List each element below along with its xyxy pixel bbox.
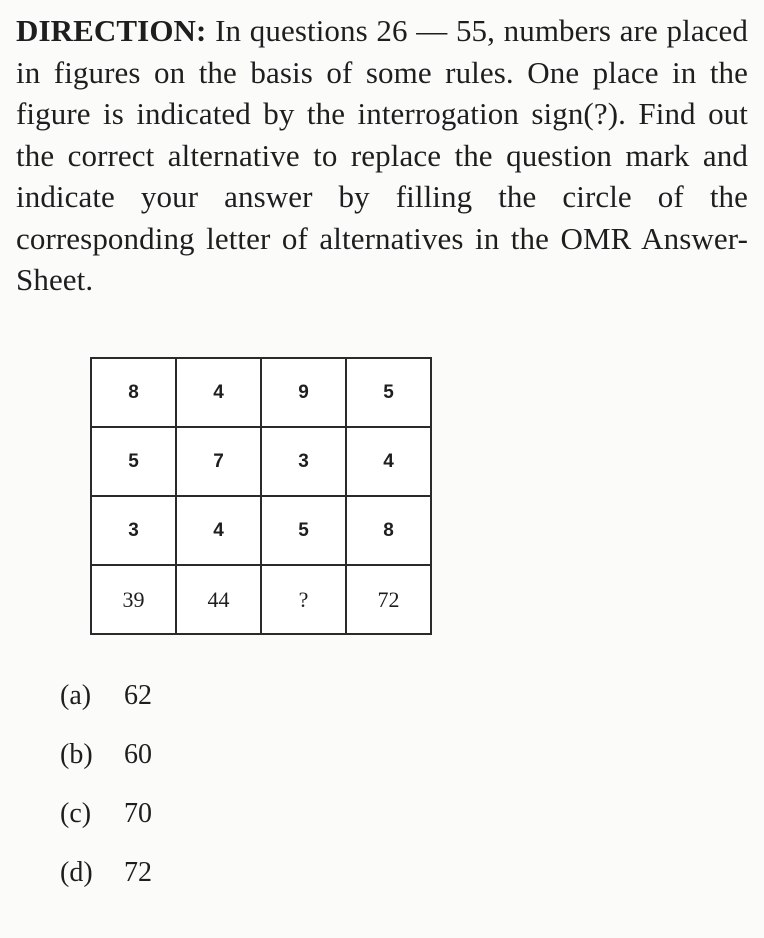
- grid-result-cell: 72: [346, 565, 431, 634]
- option-letter: (a): [60, 680, 92, 711]
- grid-cell: 3: [91, 496, 176, 565]
- grid-row-result: [91, 565, 431, 634]
- grid-cell: 5: [261, 496, 346, 565]
- grid-cell: 3: [261, 427, 346, 496]
- grid-cell: 4: [176, 358, 261, 427]
- option-value: 72: [124, 857, 152, 888]
- grid-row-1: [91, 358, 431, 427]
- grid-cell: 8: [346, 496, 431, 565]
- option-d[interactable]: [60, 853, 152, 912]
- option-b[interactable]: [60, 735, 152, 794]
- option-letter: (d): [60, 857, 93, 888]
- option-letter: (c): [60, 798, 92, 829]
- direction-paragraph: [16, 10, 748, 301]
- direction-label: DIRECTION:: [16, 13, 207, 48]
- grid-row-3: [91, 496, 431, 565]
- grid-cell: 5: [346, 358, 431, 427]
- direction-text: In questions 26 — 55, numbers are placed in figures on the basis of some rules. One place in the figure is indicated by the interrogation sign(?). Find out the correct alternative to replace the question mark and indicate your answer by filling the circle of the corresponding letter of alternatives in the OMR Answer-Sheet.: [16, 13, 748, 297]
- answer-options: [60, 676, 152, 912]
- grid-cell: 8: [91, 358, 176, 427]
- grid-question-cell: ?: [261, 565, 346, 634]
- grid-cell: 9: [261, 358, 346, 427]
- option-value: 60: [124, 739, 152, 770]
- option-a[interactable]: [60, 676, 152, 735]
- grid-cell: 4: [176, 496, 261, 565]
- option-value: 70: [124, 798, 152, 829]
- grid-row-2: [91, 427, 431, 496]
- option-c[interactable]: [60, 794, 152, 853]
- grid-cell: 5: [91, 427, 176, 496]
- grid-result-cell: 44: [176, 565, 261, 634]
- option-value: 62: [124, 680, 152, 711]
- option-letter: (b): [60, 739, 93, 770]
- grid-cell: 7: [176, 427, 261, 496]
- grid-cell: 4: [346, 427, 431, 496]
- grid-result-cell: 39: [91, 565, 176, 634]
- number-grid: [90, 357, 432, 635]
